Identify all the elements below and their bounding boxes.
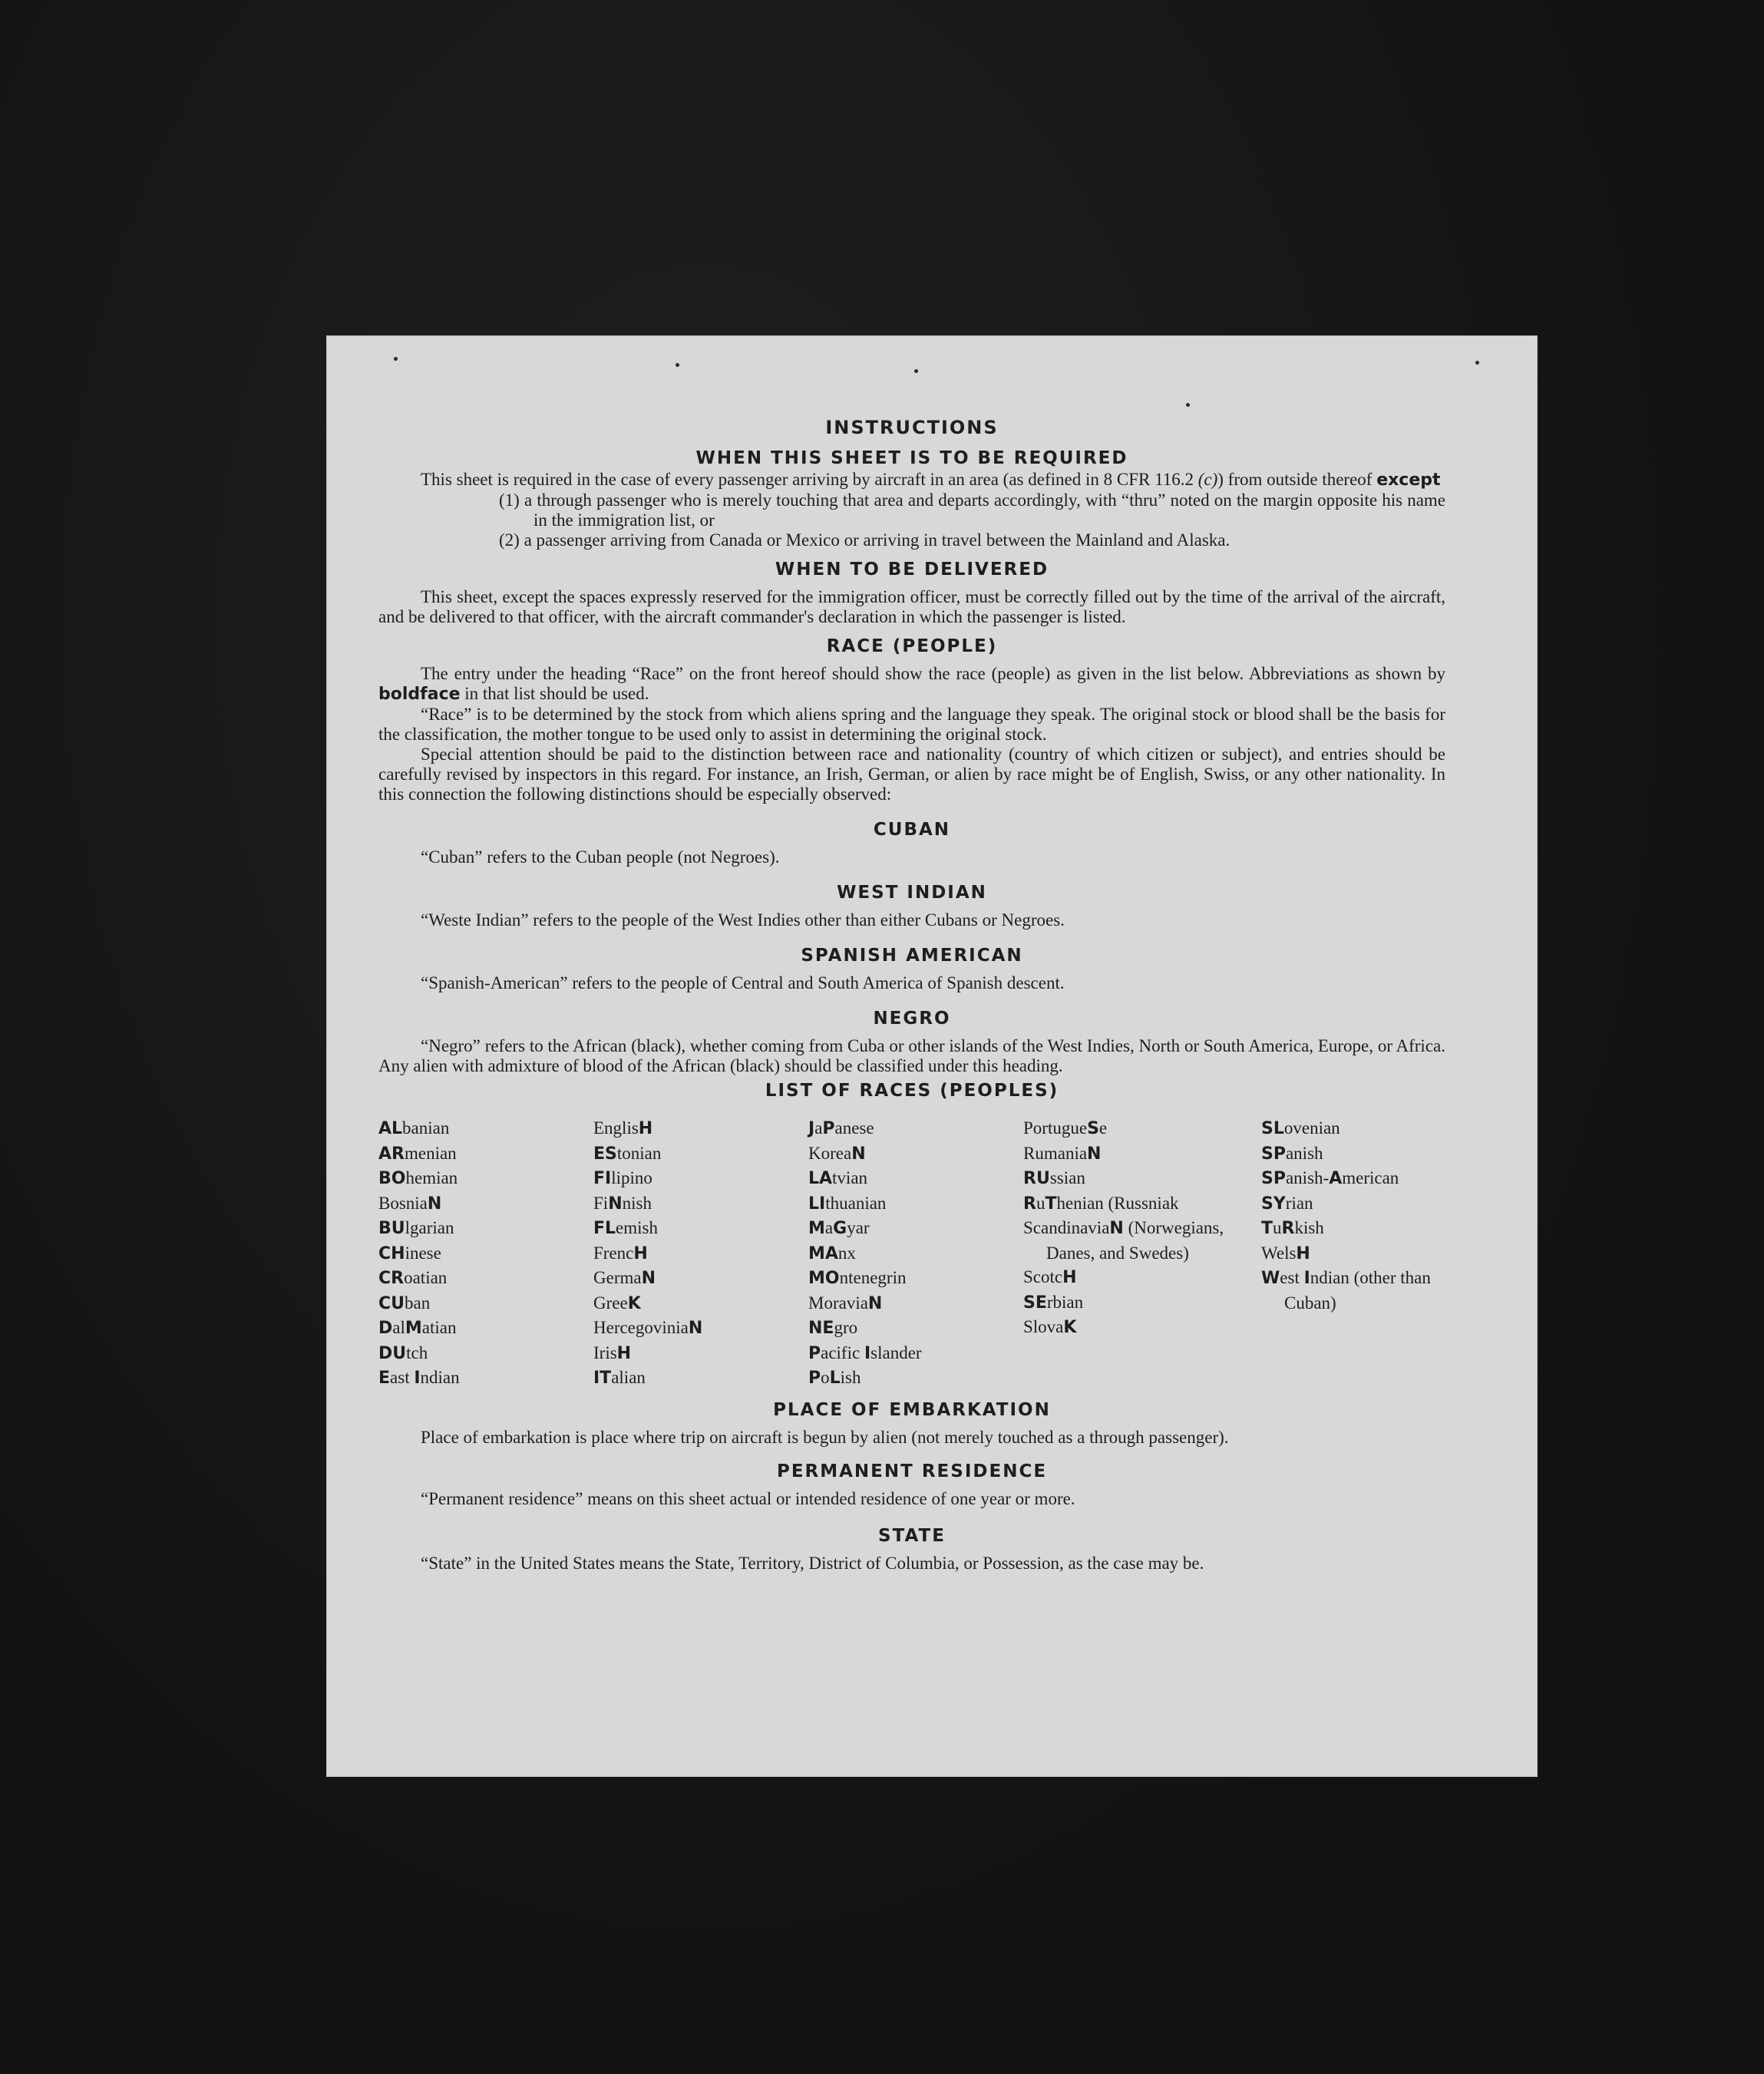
scan-speck: [1186, 403, 1190, 407]
race-entry: JaPanese: [808, 1118, 874, 1138]
race-entry: BOhemian: [378, 1168, 458, 1188]
exception-item-1: (1) a through passenger who is merely touching that area and departs accordingly, with “thru” noted on the margin opposite his name in the immigration list, or: [499, 490, 1445, 530]
races-column: [593, 1116, 808, 1391]
race-entry: Pacific Islander: [808, 1342, 922, 1363]
race-entry: MaGyar: [808, 1218, 870, 1238]
instruction-sheet: [326, 335, 1538, 1777]
race-entry: West Indian (other than Cuban): [1261, 1268, 1431, 1313]
race-entry: DalMatian: [378, 1318, 457, 1338]
section-heading-state: STATE: [878, 1525, 946, 1546]
race-entry: RuThenian (Russniak: [1023, 1193, 1179, 1214]
races-column: [808, 1116, 1023, 1391]
race-entry: SlovaK: [1023, 1317, 1077, 1337]
race-entry: CUban: [378, 1293, 431, 1313]
race-entry: ALbanian: [378, 1118, 450, 1138]
race-entry: ScotcH: [1023, 1267, 1077, 1287]
race-entry: FrencH: [593, 1243, 648, 1263]
race-entry: EStonian: [593, 1143, 662, 1164]
negro-text: “Negro” refers to the African (black), whether coming from Cuba or other islands of the West Indies, North or South America, Europe, or Africa. Any alien with admixture of blood of the African (black) should be classified under this heading.: [378, 1036, 1445, 1075]
section-heading-embarkation: PLACE OF EMBARKATION: [773, 1399, 1051, 1420]
race-paragraph-3: Special attention should be paid to the distinction between race and nationality (country of which citizen or subject), and entries should be carefully revised by inspectors in this regard. For instance, an Irish, German, or alien by race might be of English, Swiss, or any other nationality. In this connection the following distinctions should be especially observed:: [378, 745, 1445, 804]
race-entry: BosniaN: [378, 1193, 442, 1214]
races-column: [378, 1116, 593, 1391]
section-heading-race: RACE (PEOPLE): [826, 636, 998, 656]
scan-speck: [676, 363, 679, 367]
race-entry: NEgro: [808, 1318, 858, 1338]
race-entry: RumaniaN: [1023, 1143, 1102, 1164]
race-entry: CRoatian: [378, 1268, 448, 1288]
race-entry: GermaN: [593, 1268, 656, 1288]
sheet-content: [378, 416, 1445, 1574]
race-entry: ITalian: [593, 1368, 646, 1388]
scan-speck: [914, 369, 918, 373]
race-entry: FiNnish: [593, 1193, 652, 1214]
section-heading-permanent-residence: PERMANENT RESIDENCE: [776, 1461, 1048, 1481]
race-entry: FLemish: [593, 1218, 658, 1238]
race-entry: HercegoviniaN: [593, 1318, 703, 1338]
races-column: [1023, 1116, 1261, 1391]
cuban-text: “Cuban” refers to the Cuban people (not Negroes).: [421, 847, 780, 867]
race-entry: SPanish-American: [1261, 1168, 1399, 1188]
race-entry: LAtvian: [808, 1168, 868, 1188]
race-entry: RUssian: [1023, 1168, 1085, 1188]
race-entry: WelsH: [1261, 1243, 1310, 1263]
race-entry: DUtch: [378, 1342, 428, 1363]
race-entry: GreeK: [593, 1293, 641, 1313]
section-heading-cuban: CUBAN: [873, 820, 951, 840]
race-entry: MAnx: [808, 1243, 856, 1263]
section-heading-when-required: WHEN THIS SHEET IS TO BE REQUIRED: [695, 448, 1128, 468]
race-entry: BUlgarian: [378, 1218, 454, 1238]
races-column: [1261, 1116, 1445, 1391]
race-entry: IrisH: [593, 1342, 632, 1363]
spanish-american-text: “Spanish-American” refers to the people of Central and South America of Spanish descent.: [421, 973, 1065, 992]
race-entry: ScandinaviaN (Norwegians, Danes, and Swedes): [1023, 1218, 1224, 1263]
race-paragraph-1: The entry under the heading “Race” on the front hereof should show the race (people) as given in the list below. Abbreviations as shown by boldface in that list should be used.: [378, 664, 1445, 704]
when-required-intro: This sheet is required in the case of every passenger arriving by aircraft in an area (as defined in 8 CFR 116.2 (c)) from outside thereof except: [421, 470, 1441, 490]
races-list: [378, 1116, 1445, 1391]
race-entry: FIlipino: [593, 1168, 652, 1188]
when-delivered-text: This sheet, except the spaces expressly reserved for the immigration officer, must be correctly filled out by the time of the arrival of the aircraft, and be delivered to that officer, with the aircraft commander's declaration in which the passenger is listed.: [378, 587, 1445, 626]
section-heading-negro: NEGRO: [873, 1009, 951, 1029]
page-title: INSTRUCTIONS: [825, 417, 999, 438]
race-entry: MOntenegrin: [808, 1268, 907, 1288]
race-entry: SPanish: [1261, 1143, 1323, 1164]
race-entry: PoLish: [808, 1368, 861, 1388]
section-heading-west-indian: WEST INDIAN: [837, 883, 987, 903]
race-entry: CHinese: [378, 1243, 441, 1263]
race-entry: East Indian: [378, 1368, 460, 1388]
race-entry: EnglisH: [593, 1118, 653, 1138]
permanent-residence-text: “Permanent residence” means on this sheet actual or intended residence of one year or more.: [421, 1488, 1075, 1508]
embarkation-text: Place of embarkation is place where trip on aircraft is begun by alien (not merely touched as a through passenger).: [421, 1427, 1229, 1447]
race-entry: TuRkish: [1261, 1218, 1324, 1238]
race-entry: SYrian: [1261, 1193, 1313, 1214]
race-entry: PortugueSe: [1023, 1118, 1108, 1138]
race-entry: ARmenian: [378, 1143, 457, 1164]
scan-speck: [394, 357, 398, 361]
race-paragraph-2: “Race” is to be determined by the stock from which aliens spring and the language they speak. The original stock or blood shall be the basis for the classification, the mother tongue to be used only to assist in determining the original stock.: [378, 705, 1445, 744]
state-text: “State” in the United States means the State, Territory, District of Columbia, or Possession, as the case may be.: [421, 1553, 1204, 1573]
section-heading-spanish-american: SPANISH AMERICAN: [801, 946, 1023, 966]
race-entry: KoreaN: [808, 1143, 866, 1164]
race-entry: SErbian: [1023, 1292, 1084, 1313]
exception-item-2: (2) a passenger arriving from Canada or Mexico or arriving in travel between the Mainland and Alaska.: [499, 530, 1231, 550]
race-entry: LIthuanian: [808, 1193, 887, 1214]
race-entry: MoraviaN: [808, 1293, 883, 1313]
section-heading-list-of-races: LIST OF RACES (PEOPLES): [765, 1081, 1059, 1101]
race-entry: SLovenian: [1261, 1118, 1340, 1138]
section-heading-when-delivered: WHEN TO BE DELIVERED: [775, 560, 1049, 580]
scan-speck: [1475, 361, 1479, 365]
west-indian-text: “Weste Indian” refers to the people of the West Indies other than either Cubans or Negroes.: [421, 910, 1065, 930]
